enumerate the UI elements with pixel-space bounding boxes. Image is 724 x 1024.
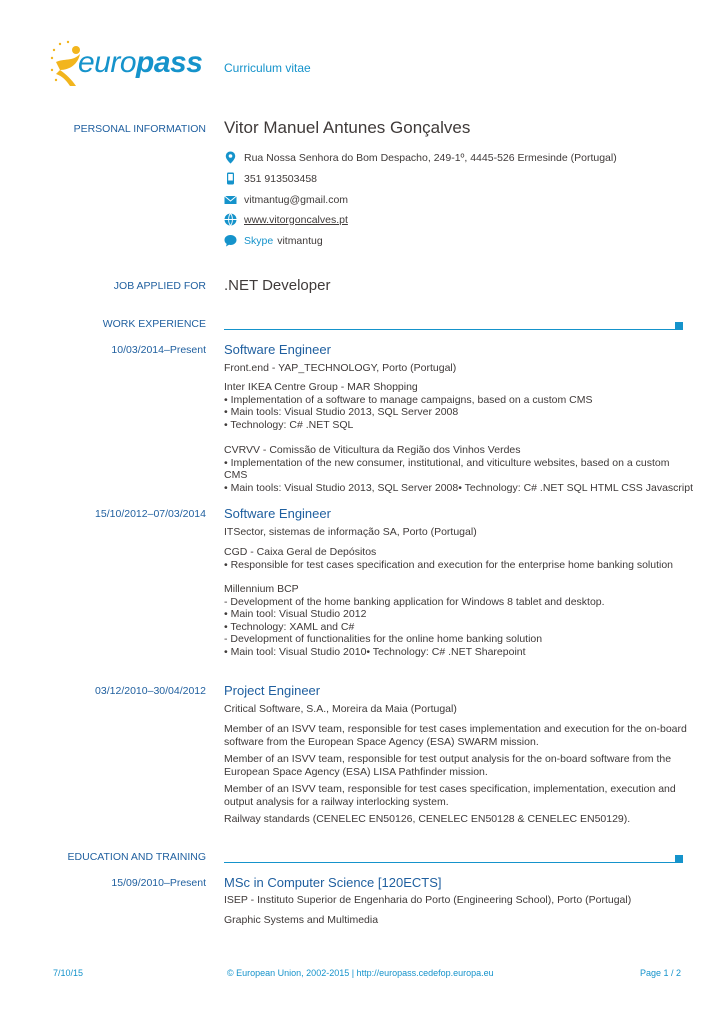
email-row [224,193,348,206]
location-pin-icon [224,151,237,164]
personal-information-label: PERSONAL INFORMATION [73,123,206,135]
job-3-desc-2: Member of an ISVV team, responsible for test output analysis for the on-board software from the European Space Agency (ESA) LISA Pathfinder mission. [224,753,672,778]
address-text: Rua Nossa Senhora do Bom Despacho, 249-1º, 4445-526 Ermesinde (Portugal) [244,151,617,164]
job-1-title: Software Engineer [224,342,331,357]
section-divider-square [675,322,683,330]
email-text[interactable]: vitmantug@gmail.com [244,193,349,206]
skype-username: vitmantug [277,234,323,247]
job-applied-label: JOB APPLIED FOR [113,280,206,292]
section-divider-square [675,855,683,863]
skype-row [224,234,323,247]
phone-row [224,172,317,185]
section-divider [224,862,676,863]
education-subject: Graphic Systems and Multimedia [224,914,379,926]
job-3-desc-3: Member of an ISVV team, responsible for test cases specification, implementation, execution and output analysis for a railway interlocking system. [224,783,676,808]
job-3-employer: Critical Software, S.A., Moreira da Maia (Portugal) [224,703,457,715]
job-1-employer: Front.end - YAP_TECHNOLOGY, Porto (Portugal) [224,362,457,374]
footer-page-number: Page 1 / 2 [639,968,681,978]
globe-icon [224,213,237,226]
job-3-title: Project Engineer [224,683,321,698]
website-link[interactable]: www.vitorgoncalves.pt [244,213,348,226]
envelope-icon [224,193,237,206]
europass-logo [50,40,210,88]
logo-wordmark: europass [78,46,203,79]
work-experience-label: WORK EXPERIENCE [102,318,206,330]
candidate-name: Vitor Manuel Antunes Gonçalves [224,118,471,137]
education-title: MSc in Computer Science [120ECTS] [224,875,442,890]
job-2-desc-1: CGD - Caixa Geral de Depósitos • Responsible for test cases specification and execution for the enterprise home banking solution [224,546,674,571]
document-title: Curriculum vitae [224,61,311,75]
job-1-desc-2: CVRVV - Comissão de Viticultura da Região dos Vinhos Verdes • Implementation of the new consumer, institutional, and viticulture websites, based on a custom CMS • Main tools: Visual Studio 2013, SQL Server 2008• Technology: C# .NET SQL HTML CSS Javascript [224,444,693,494]
job-1-date: 10/03/2014–Present [111,344,206,356]
footer-date: 7/10/15 [53,968,84,978]
skype-label: Skype [244,234,274,247]
footer-copyright[interactable]: © European Union, 2002-2015 | http://europass.cedefop.europa.eu [227,968,494,978]
job-3-date: 03/12/2010–30/04/2012 [95,685,206,697]
mobile-phone-icon [224,172,237,185]
section-divider [224,329,676,330]
education-institution: ISEP - Instituto Superior de Engenharia do Porto (Engineering School), Porto (Portugal) [224,894,632,906]
job-2-employer: ITSector, sistemas de informação SA, Porto (Portugal) [224,526,477,538]
job-1-desc-1: Inter IKEA Centre Group - MAR Shopping • Implementation of a software to manage campaigns, based on a custom CMS • Main tools: Visual Studio 2013, SQL Server 2008 • Technology: C# .NET SQL [224,381,593,431]
job-title: .NET Developer [224,277,331,294]
job-2-title: Software Engineer [224,506,331,521]
chat-bubble-icon [224,234,237,247]
job-3-desc-4: Railway standards (CENELEC EN50126, CENELEC EN50128 & CENELEC EN50129). [224,813,631,825]
job-2-date: 15/10/2012–07/03/2014 [95,508,206,520]
address-row [224,151,617,164]
education-date: 15/09/2010–Present [111,877,206,889]
phone-text: 351 913503458 [244,172,317,185]
job-2-desc-2: Millennium BCP - Development of the home banking application for Windows 8 tablet and desktop. • Main tool: Visual Studio 2012 • Technology: XAML and C# - Development of functionalities for the online home banking solution • Main tool: Visual Studio 2010• Technology: C# .NET Sharepoint [224,583,605,658]
education-label: EDUCATION AND TRAINING [67,851,206,863]
website-row [224,213,348,226]
job-3-desc-1: Member of an ISVV team, responsible for test cases implementation and execution for the on-board software from the European Space Agency (ESA) SWARM mission. [224,723,687,748]
